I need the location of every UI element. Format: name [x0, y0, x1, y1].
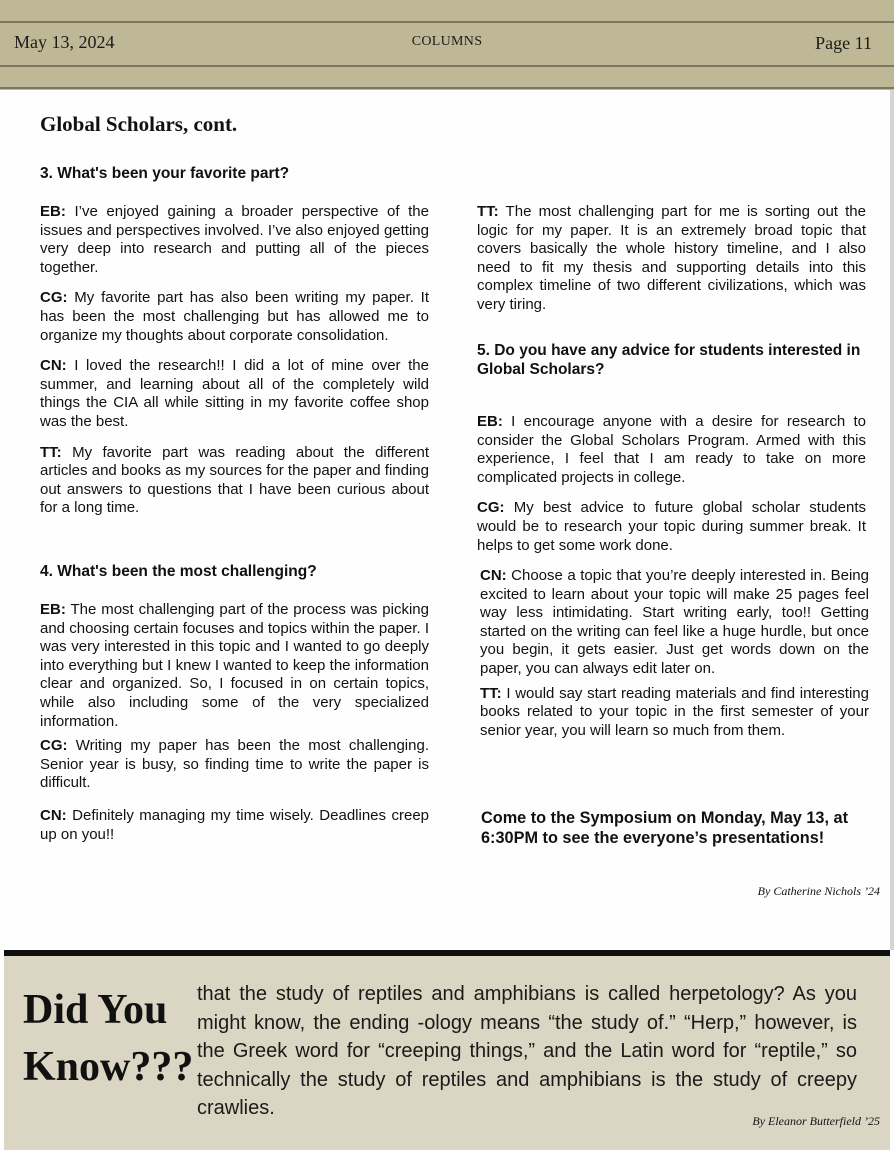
- question-3: 3. What's been your favorite part?: [40, 165, 290, 182]
- answer-text: My best advice to future global scholar students would be to research your topic during summer break. It helps to get some work done.: [477, 499, 866, 554]
- speaker-initials: CN:: [40, 357, 67, 375]
- did-you-know-heading: Did You Know???: [23, 987, 194, 1090]
- page-number: Page 11: [815, 33, 872, 53]
- did-you-know-panel: [4, 950, 890, 1150]
- speaker-initials: TT:: [477, 203, 499, 220]
- answer-paragraph: [40, 357, 429, 431]
- q5-answers: [477, 413, 866, 567]
- answer-text: I encourage anyone with a desire for research to consider the Global Scholars Program. Armed with this experience, I feel that I am ready to take on more complicated projects in college.: [477, 413, 866, 486]
- speaker-initials: CG:: [477, 499, 505, 517]
- answer-text: I would say start reading materials and find interesting books related to your topic in the first semester of your senior year, you will learn so much from them.: [480, 684, 869, 739]
- speaker-initials: CN:: [40, 806, 67, 824]
- page-edge: [890, 90, 894, 950]
- speaker-initials: TT:: [40, 443, 62, 461]
- q5-answers-continued: [480, 567, 869, 752]
- speaker-initials: CG:: [40, 289, 68, 307]
- answer-paragraph: [477, 499, 866, 555]
- answer-paragraph: [480, 685, 869, 741]
- speaker-initials: EB:: [477, 413, 503, 430]
- answer-paragraph: [40, 807, 429, 844]
- header-rule-top: [0, 21, 894, 23]
- answer-paragraph: [40, 444, 429, 518]
- speaker-initials: CN:: [480, 567, 507, 584]
- article-title: Global Scholars, cont.: [40, 112, 238, 136]
- answer-paragraph: [40, 601, 429, 731]
- q4-answers-continued: [477, 203, 866, 327]
- answer-paragraph: [40, 203, 429, 277]
- answer-paragraph: [40, 289, 429, 345]
- answer-text: Writing my paper has been the most challenging. Senior year is busy, so finding time to write the paper is difficult.: [40, 737, 429, 792]
- q4-answers: [40, 601, 429, 856]
- speaker-initials: TT:: [480, 684, 502, 702]
- answer-text: My favorite part has also been writing my paper. It has been the most challenging but has allowed me to organize my thoughts about corporate consolidation.: [40, 289, 429, 344]
- answer-text: I’ve enjoyed gaining a broader perspective of the issues and perspectives involved. I’ve also enjoyed getting very deep into research and putting all of the pieces together.: [40, 203, 429, 276]
- symposium-announcement: Come to the Symposium on Monday, May 13, at 6:30PM to see the everyone’s presentations!: [481, 809, 848, 847]
- did-you-know-text: that the study of reptiles and amphibians is called herpetology? As you might know, the ending -ology means “the study of.” “Herp,” however, is the Greek word for “creeping things,” and the Latin word for “reptile,” so technically the study of reptiles and amphibians is the study of creepy crawlies.: [197, 983, 857, 1119]
- speaker-initials: EB:: [40, 203, 66, 220]
- question-5: 5. Do you have any advice for students interested in Global Scholars?: [477, 342, 861, 378]
- answer-text: My favorite part was reading about the different articles and books as my sources for the paper and finding out answers to questions that I have been curious about for a long time.: [40, 443, 429, 517]
- page-header: [0, 0, 894, 90]
- header-rule-middle: [0, 65, 894, 67]
- answer-text: Choose a topic that you’re deeply interested in. Being excited to learn about your topic will make 25 pages feel way less intimidating. Start writing early, too!! Getting started on the writing can feel like a huge hurdle, but once you begin, it gets easier. Just get words down on the paper, you can always edit later on.: [480, 567, 869, 677]
- article-byline: By Catherine Nichols ’24: [757, 884, 880, 898]
- answer-text: I loved the research!! I did a lot of mine over the summer, and learning about all of the completely wild things the CIA all while sitting in my favorite coffee shop was the best.: [40, 357, 429, 430]
- header-rule-bottom: [0, 87, 894, 89]
- answer-paragraph: [40, 737, 429, 793]
- speaker-initials: CG:: [40, 737, 68, 755]
- answer-paragraph: [480, 567, 869, 679]
- issue-date: May 13, 2024: [14, 32, 115, 52]
- speaker-initials: EB:: [40, 601, 66, 618]
- section-name: COLUMNS: [411, 34, 483, 49]
- answer-text: The most challenging part for me is sorting out the logic for my paper. It is an extremely broad topic that covers basically the whole history timeline, and I also need to fit my thesis and supporting details into this complex timeline of two different civilizations, which was very tiring.: [477, 203, 866, 313]
- did-you-know-byline: By Eleanor Butterfield ’25: [752, 1114, 880, 1128]
- question-4: 4. What's been the most challenging?: [40, 563, 317, 580]
- answer-paragraph: [477, 413, 866, 487]
- answer-paragraph: [477, 203, 866, 315]
- answer-text: Definitely managing my time wisely. Deadlines creep up on you!!: [40, 806, 429, 843]
- answer-text: The most challenging part of the process was picking and choosing certain focuses and topics within the paper. I was very interested in this topic and I wanted to go deeply into everything but I knew I wanted to keep the information clear and organized. So, I focused in on certain topics, while also including some of the very specialized information.: [40, 601, 429, 730]
- q3-answers: [40, 203, 429, 530]
